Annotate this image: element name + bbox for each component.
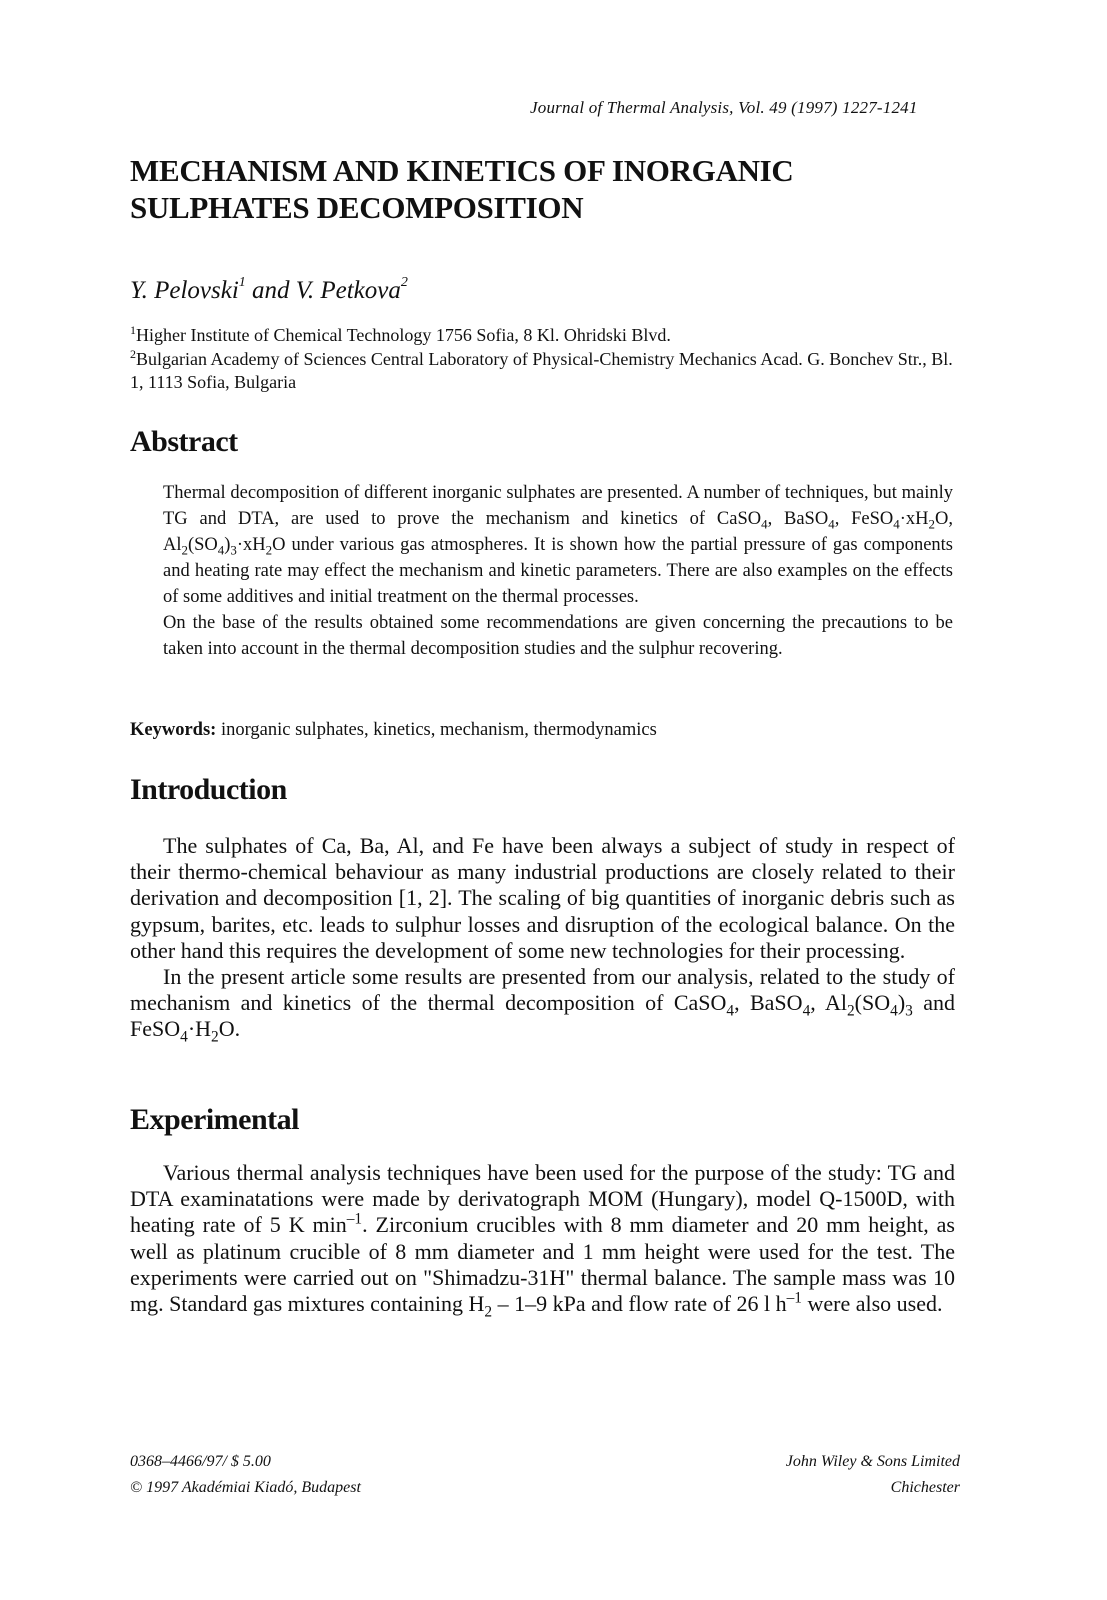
introduction-heading: Introduction <box>130 773 287 806</box>
keywords-list: inorganic sulphates, kinetics, mechanism, thermodynamics <box>216 720 657 740</box>
experimental-body <box>130 1160 955 1321</box>
issn-price: 0368–4466/97/ $ 5.00 <box>130 1453 271 1470</box>
introduction-paragraph-1: The sulphates of Ca, Ba, Al, and Fe have been always a subject of study in respect of their thermo-chemical behaviour as many industrial productions are closely related to their derivation and decomposition [1, 2]. The scaling of big quantities of inorganic debris such as gypsum, barites, etc. leads to sulphur losses and disruption of the ecological balance. On the other hand this requires the development of some new technologies for their processing. <box>130 833 955 963</box>
author-2: V. Petkova <box>295 277 401 304</box>
paper-title <box>130 152 930 226</box>
affiliation-2-text: Bulgarian Academy of Sciences Central Laboratory of Physical-Chemistry Mechanics Acad. G. Bonchev Str., Bl. 1, 1113 Sofia, Bulgaria <box>130 349 953 392</box>
introduction-body <box>130 833 956 1046</box>
affiliation-1-text: Higher Institute of Chemical Technology 1756 Sofia, 8 Kl. Ohridski Blvd. <box>136 325 671 345</box>
authors-and: and <box>252 277 290 304</box>
author-1-affil-mark: 1 <box>238 274 246 290</box>
abstract-paragraph-1: Thermal decomposition of different inorganic sulphates are presented. A number of techniques, but mainly TG and DTA, are used to prove the mechanism and kinetics of CaSO$_4$, BaSO$_4$, $FeSO_4\cdot xH_2O$, $Al_2(SO_4)_3\cdot xH_2O$ under various gas atmospheres. It is shown how the partial pressure of gas components and heating rate may effect the mechanism and kinetic parameters. There are also examples on the effects of some additives and initial treatment on the thermal processes. <box>163 483 953 607</box>
affiliation-1-mark: 1 <box>130 323 136 337</box>
publisher-location: Chichester <box>890 1479 960 1496</box>
abstract-body <box>163 480 953 662</box>
keywords-label: Keywords: <box>130 720 217 740</box>
keywords <box>130 720 657 741</box>
author-2-affil-mark: 2 <box>400 274 408 290</box>
experimental-paragraph-1: Various thermal analysis techniques have been used for the purpose of the study: TG and DTA examinatations were made by derivatograph MOM (Hungary), model Q-1500D, with heating rate of 5 K $\min^{-1}$. Zirconium crucibles with 8 mm diameter and 20 mm height, as well as platinum crucible of 8 mm diameter and 1 mm height were used for the test. The experiments were carried out on "Shimadzu-31H" thermal balance. The sample mass was 10 mg. Standard gas mixtures containing $H_2 - 1-9$ kPa and flow rate of 26 l $h^{-1}$ were also used. <box>130 1160 955 1321</box>
abstract-paragraph-2: On the base of the results obtained some recommendations are given concerning the precautions to be taken into account in the thermal decomposition studies and the sulphur recovering. <box>163 613 953 659</box>
copyright: © 1997 Akadémiai Kiadó, Budapest <box>130 1479 361 1496</box>
journal-citation: Journal of Thermal Analysis, Vol. 49 (1997) 1227-1241 <box>530 98 918 117</box>
author-1: Y. Pelovski <box>130 277 239 304</box>
publisher: John Wiley & Sons Limited <box>785 1453 960 1470</box>
abstract-heading: Abstract <box>130 425 238 458</box>
footer-left <box>130 1449 361 1501</box>
affiliation-1 <box>130 324 970 347</box>
title-line-1: MECHANISM AND KINETICS OF INORGANIC <box>130 153 794 188</box>
affiliation-2 <box>130 348 970 394</box>
footer-right <box>745 1449 960 1501</box>
introduction-paragraph-2: In the present article some results are presented from our analysis, related to the study of mechanism and kinetics of the thermal decomposition of CaSO$_4$, BaSO$_4$, $Al_2(SO_4)_3$ and $FeSO_4\cdot H_2O$. <box>130 964 956 1046</box>
experimental-heading: Experimental <box>130 1103 299 1136</box>
authors <box>130 274 408 305</box>
title-line-2: SULPHATES DECOMPOSITION <box>130 190 584 225</box>
affiliation-2-mark: 2 <box>130 347 136 361</box>
